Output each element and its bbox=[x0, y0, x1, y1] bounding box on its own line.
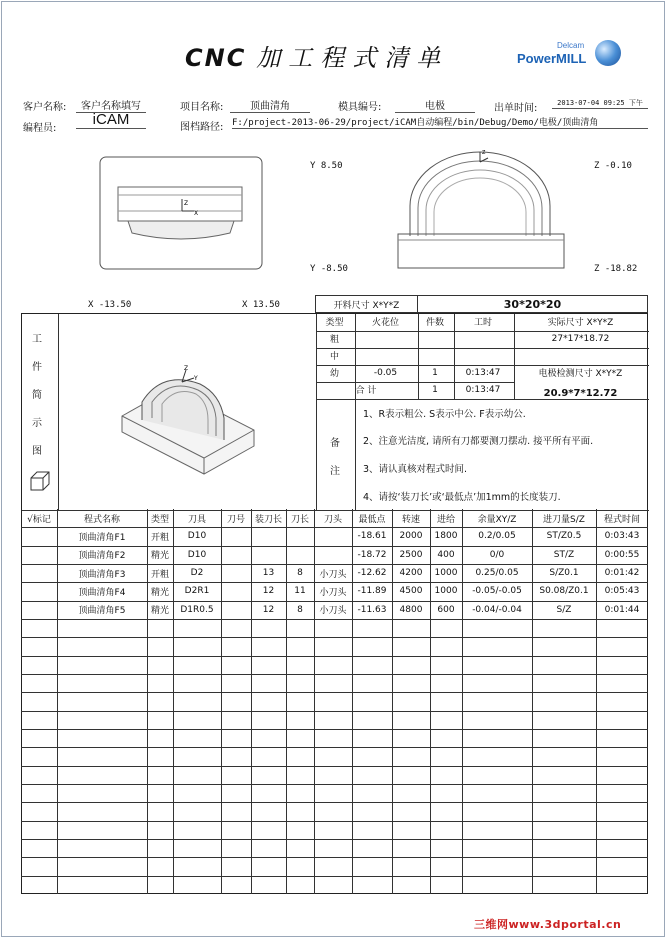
info-type: 粗 bbox=[329, 335, 339, 345]
program-cell: 0:03:43 bbox=[604, 531, 640, 542]
program-header: 装刀长 bbox=[254, 514, 282, 525]
coord-y-bottom: Y -8.50 bbox=[310, 264, 348, 274]
program-cell: 12 bbox=[262, 604, 275, 615]
program-cell: -12.62 bbox=[357, 568, 387, 579]
svg-text:Z: Z bbox=[482, 150, 486, 156]
program-cell: 4200 bbox=[399, 568, 423, 579]
program-header: 刀具 bbox=[187, 514, 206, 525]
workpiece-label-char: 工 bbox=[32, 334, 42, 345]
powermill-logo bbox=[517, 38, 622, 72]
program-cell: D1R0.5 bbox=[180, 604, 214, 615]
workpiece-label-char: 件 bbox=[32, 362, 42, 373]
note-item: 4、请按‘装刀长’或‘最低点’加1mm的长度装刀. bbox=[363, 492, 561, 503]
workpiece-label-char: 示 bbox=[32, 418, 42, 429]
cube-icon bbox=[29, 470, 51, 492]
program-name-cell: 顶曲清角F1 bbox=[78, 532, 126, 543]
program-cell: D2 bbox=[190, 568, 204, 579]
notes-label-2: 注 bbox=[330, 466, 340, 477]
program-cell: 0.2/0.05 bbox=[478, 531, 516, 542]
info-type: 幼 bbox=[329, 369, 339, 379]
program-cell: 0:01:42 bbox=[604, 568, 640, 579]
program-cell bbox=[286, 527, 314, 545]
program-cell bbox=[21, 546, 57, 564]
program-cell: 2000 bbox=[399, 531, 423, 542]
info-spark bbox=[354, 330, 417, 347]
program-cell: 0:01:44 bbox=[604, 604, 640, 615]
project-value: 顶曲清角 bbox=[230, 97, 310, 113]
program-cell: 2500 bbox=[399, 549, 423, 560]
program-cell: 精光 bbox=[150, 587, 169, 598]
program-cell: 1800 bbox=[434, 531, 458, 542]
info-measure-value: 20.9*7*12.72 bbox=[543, 388, 618, 399]
info-qty: 1 bbox=[432, 367, 438, 378]
programmer-value: iCAM bbox=[76, 111, 146, 129]
program-cell: 0/0 bbox=[489, 549, 505, 560]
program-cell: 0:05:43 bbox=[604, 586, 640, 597]
program-cell bbox=[21, 582, 57, 600]
watermark: 三维网www.3dportal.cn bbox=[474, 918, 622, 931]
globe-icon bbox=[595, 40, 621, 66]
program-cell bbox=[221, 527, 251, 545]
program-cell: 小刀头 bbox=[319, 569, 347, 580]
info-time bbox=[453, 330, 513, 347]
coord-x-right: X 13.50 bbox=[242, 300, 280, 310]
info-total-time: 0:13:47 bbox=[465, 384, 501, 395]
program-cell bbox=[221, 601, 251, 619]
program-cell: 小刀头 bbox=[319, 587, 347, 598]
program-cell: D10 bbox=[187, 531, 207, 542]
iso-view-image bbox=[112, 362, 262, 482]
mold-value: 电极 bbox=[395, 97, 475, 113]
note-item: 2、注意光洁度, 请所有刀都要测刀摆动. 接平所有平面. bbox=[363, 436, 594, 447]
info-spark bbox=[354, 347, 417, 364]
program-cell bbox=[251, 527, 286, 545]
stock-value: 30*20*20 bbox=[417, 295, 648, 313]
programmer-label: 编程员: bbox=[23, 123, 57, 134]
info-time bbox=[453, 347, 513, 364]
coord-z-bottom: Z -18.82 bbox=[594, 264, 638, 274]
program-cell: 1000 bbox=[434, 586, 458, 597]
logo-sub: Delcam bbox=[557, 41, 585, 50]
date-value: 2013-07-04 09:25 下午 bbox=[552, 98, 648, 109]
svg-text:Y: Y bbox=[194, 375, 198, 382]
program-header: 刀长 bbox=[290, 514, 309, 525]
program-cell: 1000 bbox=[434, 568, 458, 579]
program-cell: 8 bbox=[297, 568, 303, 579]
workpiece-label-char: 图 bbox=[32, 446, 42, 457]
program-header: 刀头 bbox=[323, 514, 342, 525]
info-header: 实际尺寸 X*Y*Z bbox=[547, 318, 614, 328]
info-type: 中 bbox=[329, 352, 339, 362]
program-header: 最低点 bbox=[358, 514, 386, 525]
info-header: 类型 bbox=[325, 318, 344, 328]
program-cell: -0.05/-0.05 bbox=[472, 586, 522, 597]
coord-y-top: Y 8.50 bbox=[310, 161, 343, 171]
program-name-cell: 顶曲清角F2 bbox=[78, 551, 126, 562]
program-cell bbox=[314, 527, 352, 545]
program-cell: ST/Z bbox=[553, 549, 575, 560]
program-header: 进刀量S/Z bbox=[543, 514, 585, 525]
program-cell: -11.63 bbox=[357, 604, 387, 615]
svg-text:X: X bbox=[194, 210, 199, 217]
program-cell bbox=[21, 601, 57, 619]
program-cell: D2R1 bbox=[184, 586, 210, 597]
program-name-cell: 顶曲清角F5 bbox=[78, 606, 126, 617]
program-cell: -0.04/-0.04 bbox=[472, 604, 522, 615]
coord-z-top: Z -0.10 bbox=[594, 161, 632, 171]
info-actual-size: 27*17*18.72 bbox=[551, 333, 610, 344]
info-total-label: 合 计 bbox=[355, 386, 377, 396]
program-header: √标记 bbox=[27, 514, 51, 525]
logo-brand: PowerMILL bbox=[517, 51, 587, 66]
program-cell: 开粗 bbox=[150, 569, 169, 580]
page-title bbox=[185, 38, 448, 73]
program-cell: 0:00:55 bbox=[604, 549, 640, 560]
title-text: 加工程式清单 bbox=[256, 44, 449, 72]
program-cell bbox=[221, 582, 251, 600]
program-cell bbox=[21, 527, 57, 545]
front-view-image bbox=[98, 155, 266, 273]
info-time: 0:13:47 bbox=[465, 367, 501, 378]
info-header: 件数 bbox=[425, 318, 444, 328]
program-name-cell: 顶曲清角F3 bbox=[78, 569, 126, 580]
program-cell: 小刀头 bbox=[319, 606, 347, 617]
program-cell bbox=[221, 564, 251, 582]
program-cell: 0.25/0.05 bbox=[475, 568, 519, 579]
project-label: 项目名称: bbox=[180, 102, 224, 113]
svg-text:Z: Z bbox=[184, 200, 189, 207]
program-cell: 400 bbox=[437, 549, 455, 560]
program-header: 程式时间 bbox=[603, 514, 640, 525]
mold-label: 模具编号: bbox=[338, 102, 382, 113]
program-name-cell: 顶曲清角F4 bbox=[78, 587, 126, 598]
info-qty bbox=[417, 347, 453, 364]
program-cell: 12 bbox=[262, 586, 275, 597]
customer-value: 客户名称填写 bbox=[76, 97, 146, 113]
program-cell bbox=[286, 546, 314, 564]
program-header: 进给 bbox=[436, 514, 455, 525]
path-value: F:/project-2013-06-29/project/iCAM自动编程/bin/Debug/Demo/电极/顶曲清角 bbox=[232, 115, 648, 129]
stock-label: 开料尺寸 X*Y*Z bbox=[315, 295, 418, 313]
program-cell: 开粗 bbox=[150, 532, 169, 543]
program-cell bbox=[221, 546, 251, 564]
program-cell: -11.89 bbox=[357, 586, 387, 597]
date-label: 出单时间: bbox=[494, 103, 538, 114]
program-cell: 13 bbox=[262, 568, 275, 579]
program-header: 程式名称 bbox=[83, 514, 120, 525]
program-cell: 精光 bbox=[150, 551, 169, 562]
program-cell bbox=[251, 546, 286, 564]
side-view-image bbox=[396, 146, 566, 270]
notes-label-1: 备 bbox=[330, 438, 340, 449]
program-cell: ST/Z0.5 bbox=[546, 531, 582, 542]
path-label: 图档路径: bbox=[180, 122, 224, 133]
svg-text:Z: Z bbox=[184, 365, 189, 372]
info-qty bbox=[417, 330, 453, 347]
program-cell: 8 bbox=[297, 604, 303, 615]
program-cell: 4500 bbox=[399, 586, 423, 597]
program-cell: 600 bbox=[437, 604, 455, 615]
program-cell: -18.61 bbox=[357, 531, 387, 542]
note-item: 3、请认真核对程式时间. bbox=[363, 464, 468, 475]
workpiece-label-char: 简 bbox=[32, 390, 42, 401]
program-cell: S/Z bbox=[556, 604, 572, 615]
info-total-qty: 1 bbox=[432, 384, 438, 395]
coord-x-left: X -13.50 bbox=[88, 300, 132, 310]
program-header: 类型 bbox=[150, 514, 169, 525]
program-cell bbox=[314, 546, 352, 564]
info-header: 工时 bbox=[473, 318, 492, 328]
program-cell: 4800 bbox=[399, 604, 423, 615]
program-cell: S0.08/Z0.1 bbox=[539, 586, 589, 597]
program-cell: S/Z0.1 bbox=[549, 568, 579, 579]
program-cell bbox=[21, 564, 57, 582]
program-header: 刀号 bbox=[226, 514, 245, 525]
program-cell: 精光 bbox=[150, 606, 169, 617]
program-header: 余量XY/Z bbox=[477, 514, 517, 525]
program-cell: 11 bbox=[294, 586, 306, 597]
customer-label: 客户名称: bbox=[23, 102, 67, 113]
note-item: 1、R表示粗公. S表示中公. F表示幼公. bbox=[363, 409, 526, 420]
program-cell: -18.72 bbox=[357, 549, 387, 560]
title-cnc: CNC bbox=[185, 44, 247, 72]
info-spark: -0.05 bbox=[373, 367, 398, 378]
info-measure-label: 电极检测尺寸 X*Y*Z bbox=[538, 369, 623, 379]
info-header: 火花位 bbox=[371, 318, 399, 328]
program-cell: D10 bbox=[187, 549, 207, 560]
program-header: 转速 bbox=[401, 514, 420, 525]
